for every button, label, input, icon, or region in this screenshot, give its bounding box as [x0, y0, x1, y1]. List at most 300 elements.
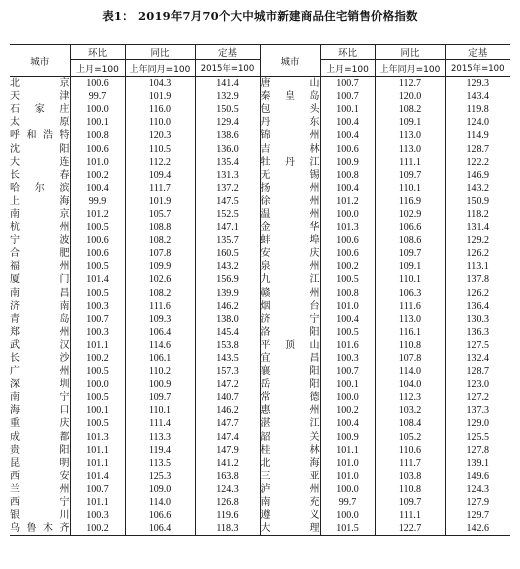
table-row	[10, 470, 510, 483]
left-fixed-value: 129.4	[195, 116, 260, 129]
left-city-name: 杭州	[10, 222, 70, 234]
left-city-name: 宁波	[10, 235, 70, 247]
right-mom-value: 100.1	[320, 103, 375, 116]
right-yoy-value: 111.1	[375, 156, 445, 169]
left-yoy-value: 109.4	[125, 169, 195, 182]
right-fixed-value: 123.0	[466, 379, 489, 391]
table-row	[10, 234, 510, 247]
left-city-name: 北京	[10, 78, 70, 90]
table-row	[10, 444, 510, 457]
right-fixed-value: 119.8	[466, 104, 489, 116]
left-fixed-value: 137.2	[195, 182, 260, 195]
right-yoy-value: 114.0	[375, 365, 445, 378]
left-fixed-value: 156.9	[195, 273, 260, 286]
header-city-left: 城市	[10, 45, 70, 77]
right-city-name: 烟台	[260, 300, 320, 312]
right-mom-value: 100.8	[320, 169, 375, 182]
left-fixed-value: 131.3	[195, 169, 260, 182]
right-mom-value: 100.9	[320, 431, 375, 444]
right-city-name: 唐山	[260, 78, 320, 90]
left-city-name: 银川	[10, 510, 70, 522]
right-city-name: 南充	[260, 497, 320, 509]
right-fixed-value: 127.5	[466, 339, 489, 351]
left-yoy-value: 108.8	[125, 221, 195, 234]
left-mom-value: 100.4	[70, 182, 125, 195]
right-mom-value: 100.9	[320, 156, 375, 169]
left-city-name: 长沙	[10, 353, 70, 365]
left-city-name: 重庆	[10, 418, 70, 430]
left-mom-value: 100.3	[70, 326, 125, 339]
right-mom-value: 100.0	[320, 483, 375, 496]
right-city-name: 桂林	[260, 444, 320, 456]
right-yoy-value: 106.6	[375, 221, 445, 234]
left-fixed-value: 141.2	[195, 457, 260, 470]
right-city-name: 包头	[260, 104, 320, 116]
right-yoy-value: 113.0	[375, 313, 445, 326]
left-city-name: 哈尔滨	[10, 182, 70, 194]
left-fixed-value: 119.6	[195, 509, 260, 522]
right-city-name: 岳阳	[260, 379, 320, 391]
right-yoy-value: 107.8	[375, 352, 445, 365]
right-mom-value: 100.4	[320, 182, 375, 195]
left-city-name: 兰州	[10, 483, 70, 495]
header-mom-left: 环比	[70, 45, 125, 60]
table-row	[10, 247, 510, 260]
left-fixed-value: 147.4	[195, 431, 260, 444]
right-fixed-value: 118.2	[466, 208, 489, 220]
right-city-name: 徐州	[260, 195, 320, 207]
right-mom-value: 100.4	[320, 313, 375, 326]
right-fixed-value: 127.8	[466, 444, 489, 456]
left-fixed-value: 152.5	[195, 208, 260, 221]
table-row	[10, 378, 510, 391]
right-city-name: 三亚	[260, 470, 320, 482]
table-row	[10, 129, 510, 142]
left-city-name: 青岛	[10, 313, 70, 325]
right-fixed-value: 127.9	[466, 497, 489, 509]
right-city-name: 常德	[260, 392, 320, 404]
right-yoy-value: 110.6	[375, 444, 445, 457]
left-mom-value: 100.5	[70, 260, 125, 273]
right-yoy-value: 110.8	[375, 483, 445, 496]
right-yoy-value: 108.4	[375, 417, 445, 430]
right-fixed-value: 143.2	[466, 182, 489, 194]
left-mom-value: 100.2	[70, 169, 125, 182]
right-fixed-value: 122.2	[466, 156, 489, 168]
right-fixed-value: 125.5	[466, 431, 489, 443]
left-mom-value: 101.0	[70, 156, 125, 169]
left-yoy-value: 109.7	[125, 391, 195, 404]
right-mom-value: 100.5	[320, 273, 375, 286]
right-mom-value: 101.0	[320, 457, 375, 470]
table-row	[10, 156, 510, 169]
right-fixed-value: 150.9	[466, 195, 489, 207]
left-mom-value: 100.0	[70, 378, 125, 391]
right-mom-value: 100.6	[320, 247, 375, 260]
right-mom-value: 100.0	[320, 391, 375, 404]
right-fixed-value: 128.7	[466, 143, 489, 155]
table-row	[10, 142, 510, 155]
right-city-name: 牡丹江	[260, 156, 320, 168]
right-city-name: 泉州	[260, 261, 320, 273]
right-yoy-value: 110.1	[375, 273, 445, 286]
left-mom-value: 100.5	[70, 417, 125, 430]
left-yoy-value: 112.2	[125, 156, 195, 169]
right-fixed-value: 124.3	[466, 483, 489, 495]
left-city-name: 天津	[10, 91, 70, 103]
left-mom-value: 101.4	[70, 273, 125, 286]
right-fixed-value: 128.7	[466, 366, 489, 378]
right-mom-value: 99.7	[320, 496, 375, 509]
left-mom-value: 101.1	[70, 444, 125, 457]
right-mom-value: 100.7	[320, 77, 375, 91]
right-fixed-value: 131.4	[466, 222, 489, 234]
right-mom-value: 100.8	[320, 287, 375, 300]
right-city-name: 洛阳	[260, 326, 320, 338]
right-yoy-value: 111.6	[375, 300, 445, 313]
left-city-name: 郑州	[10, 326, 70, 338]
right-city-name: 金华	[260, 222, 320, 234]
left-yoy-value: 106.4	[125, 326, 195, 339]
left-city-name: 乌鲁木齐	[10, 523, 70, 535]
right-fixed-value: 129.3	[466, 78, 489, 90]
left-city-name: 呼和浩特	[10, 130, 70, 142]
table-row	[10, 483, 510, 496]
table-row	[10, 195, 510, 208]
right-yoy-value: 112.7	[375, 77, 445, 91]
right-fixed-value: 136.3	[466, 326, 489, 338]
right-mom-value: 100.2	[320, 260, 375, 273]
left-yoy-value: 106.4	[125, 522, 195, 536]
right-yoy-value: 110.8	[375, 339, 445, 352]
right-mom-value: 101.0	[320, 300, 375, 313]
left-city-name: 昆明	[10, 457, 70, 469]
table-row	[10, 221, 510, 234]
left-mom-value: 101.1	[70, 339, 125, 352]
table-row	[10, 208, 510, 221]
right-mom-value: 101.3	[320, 221, 375, 234]
right-fixed-value: 143.4	[466, 91, 489, 103]
header-mom-sub-left: 上月=100	[70, 60, 125, 77]
left-mom-value: 100.6	[70, 234, 125, 247]
right-mom-value: 100.0	[320, 208, 375, 221]
right-fixed-value: 124.0	[466, 117, 489, 129]
left-mom-value: 101.1	[70, 496, 125, 509]
left-yoy-value: 111.4	[125, 417, 195, 430]
table-row	[10, 365, 510, 378]
right-city-name: 蚌埠	[260, 235, 320, 247]
header-city-right: 城市	[260, 45, 320, 77]
right-mom-value: 100.7	[320, 90, 375, 103]
table-row	[10, 313, 510, 326]
right-yoy-value: 116.9	[375, 195, 445, 208]
table-row	[10, 90, 510, 103]
right-mom-value: 101.6	[320, 339, 375, 352]
table-row	[10, 273, 510, 286]
header-yoy-right: 同比	[375, 45, 445, 60]
left-fixed-value: 136.0	[195, 142, 260, 155]
left-yoy-value: 119.4	[125, 444, 195, 457]
left-mom-value: 100.7	[70, 483, 125, 496]
right-mom-value: 100.6	[320, 142, 375, 155]
left-fixed-value: 147.2	[195, 378, 260, 391]
left-mom-value: 100.1	[70, 116, 125, 129]
left-fixed-value: 150.5	[195, 103, 260, 116]
left-fixed-value: 124.3	[195, 483, 260, 496]
right-mom-value: 101.2	[320, 195, 375, 208]
left-fixed-value: 160.5	[195, 247, 260, 260]
left-yoy-value: 110.5	[125, 142, 195, 155]
left-city-name: 上海	[10, 195, 70, 207]
left-fixed-value: 146.2	[195, 300, 260, 313]
header-yoy-sub-right: 上年同月=100	[375, 60, 445, 77]
right-mom-value: 101.0	[320, 470, 375, 483]
table-row	[10, 326, 510, 339]
left-fixed-value: 141.4	[195, 77, 260, 91]
right-yoy-value: 109.7	[375, 169, 445, 182]
table-row	[10, 182, 510, 195]
right-city-name: 平顶山	[260, 339, 320, 351]
left-city-name: 贵阳	[10, 444, 70, 456]
right-city-name: 韶关	[260, 431, 320, 443]
table-row	[10, 522, 510, 536]
right-fixed-value: 136.4	[466, 300, 489, 312]
right-fixed-value: 142.6	[466, 523, 489, 535]
table-row	[10, 404, 510, 417]
header-fixed-sub-left: 2015年=100	[195, 60, 260, 77]
right-mom-value: 100.3	[320, 352, 375, 365]
left-yoy-value: 114.6	[125, 339, 195, 352]
right-yoy-value: 120.0	[375, 90, 445, 103]
left-fixed-value: 147.5	[195, 195, 260, 208]
right-city-name: 湛江	[260, 418, 320, 430]
table-row	[10, 339, 510, 352]
left-yoy-value: 125.3	[125, 470, 195, 483]
right-fixed-value: 126.2	[466, 287, 489, 299]
left-mom-value: 100.5	[70, 365, 125, 378]
right-fixed-value: 114.9	[466, 130, 489, 142]
left-yoy-value: 110.2	[125, 365, 195, 378]
left-fixed-value: 147.1	[195, 221, 260, 234]
right-city-name: 北海	[260, 457, 320, 469]
right-city-name: 安庆	[260, 248, 320, 260]
left-mom-value: 100.5	[70, 221, 125, 234]
right-city-name: 宜昌	[260, 353, 320, 365]
left-mom-value: 100.0	[70, 103, 125, 116]
right-yoy-value: 103.2	[375, 404, 445, 417]
right-yoy-value: 105.2	[375, 431, 445, 444]
price-index-table	[10, 44, 510, 536]
left-fixed-value: 126.8	[195, 496, 260, 509]
left-yoy-value: 111.7	[125, 182, 195, 195]
left-mom-value: 100.5	[70, 391, 125, 404]
left-mom-value: 99.9	[70, 195, 125, 208]
left-yoy-value: 110.1	[125, 404, 195, 417]
header-yoy-sub-left: 上年同月=100	[125, 60, 195, 77]
left-city-name: 石家庄	[10, 104, 70, 116]
left-city-name: 厦门	[10, 274, 70, 286]
right-mom-value: 100.4	[320, 116, 375, 129]
right-city-name: 无锡	[260, 169, 320, 181]
left-yoy-value: 106.6	[125, 509, 195, 522]
left-fixed-value: 140.7	[195, 391, 260, 404]
right-fixed-value: 132.4	[466, 353, 489, 365]
right-fixed-value: 127.2	[466, 392, 489, 404]
left-fixed-value: 132.9	[195, 90, 260, 103]
table-row	[10, 260, 510, 273]
left-yoy-value: 111.6	[125, 300, 195, 313]
left-yoy-value: 109.3	[125, 313, 195, 326]
left-fixed-value: 146.2	[195, 404, 260, 417]
left-yoy-value: 108.2	[125, 234, 195, 247]
right-city-name: 大理	[260, 523, 320, 535]
right-city-name: 济宁	[260, 313, 320, 325]
left-fixed-value: 138.6	[195, 129, 260, 142]
left-city-name: 长春	[10, 169, 70, 181]
table-row	[10, 431, 510, 444]
left-yoy-value: 114.0	[125, 496, 195, 509]
left-fixed-value: 118.3	[195, 522, 260, 536]
left-city-name: 西安	[10, 470, 70, 482]
right-mom-value: 100.1	[320, 378, 375, 391]
right-yoy-value: 111.7	[375, 457, 445, 470]
right-fixed-value: 146.9	[466, 169, 489, 181]
left-yoy-value: 107.8	[125, 247, 195, 260]
left-city-name: 南京	[10, 208, 70, 220]
right-city-name: 锦州	[260, 130, 320, 142]
right-yoy-value: 116.1	[375, 326, 445, 339]
left-fixed-value: 135.4	[195, 156, 260, 169]
right-fixed-value: 137.3	[466, 405, 489, 417]
table-row	[10, 496, 510, 509]
left-city-name: 福州	[10, 261, 70, 273]
right-fixed-value: 129.0	[466, 418, 489, 430]
left-city-name: 沈阳	[10, 143, 70, 155]
left-city-name: 广州	[10, 366, 70, 378]
right-yoy-value: 113.0	[375, 129, 445, 142]
left-mom-value: 101.1	[70, 457, 125, 470]
right-yoy-value: 109.7	[375, 247, 445, 260]
left-yoy-value: 105.7	[125, 208, 195, 221]
header-fixed-right: 定基	[445, 45, 510, 60]
left-mom-value: 100.2	[70, 522, 125, 536]
left-city-name: 海口	[10, 405, 70, 417]
header-mom-right: 环比	[320, 45, 375, 60]
table-row	[10, 352, 510, 365]
table-row	[10, 417, 510, 430]
right-mom-value: 100.5	[320, 326, 375, 339]
left-yoy-value: 108.2	[125, 287, 195, 300]
right-yoy-value: 108.2	[375, 103, 445, 116]
right-mom-value: 100.4	[320, 129, 375, 142]
left-yoy-value: 109.9	[125, 260, 195, 273]
left-yoy-value: 113.5	[125, 457, 195, 470]
left-city-name: 太原	[10, 117, 70, 129]
right-fixed-value: 126.2	[466, 248, 489, 260]
left-fixed-value: 138.0	[195, 313, 260, 326]
table-body	[10, 77, 510, 536]
left-mom-value: 100.3	[70, 509, 125, 522]
left-fixed-value: 147.9	[195, 444, 260, 457]
left-yoy-value: 101.9	[125, 195, 195, 208]
right-city-name: 遵义	[260, 510, 320, 522]
table-row	[10, 457, 510, 470]
left-yoy-value: 113.3	[125, 431, 195, 444]
table-row	[10, 509, 510, 522]
right-yoy-value: 111.1	[375, 509, 445, 522]
right-yoy-value: 112.3	[375, 391, 445, 404]
left-mom-value: 100.1	[70, 404, 125, 417]
right-city-name: 吉林	[260, 143, 320, 155]
table-row	[10, 103, 510, 116]
right-city-name: 温州	[260, 208, 320, 220]
left-yoy-value: 116.0	[125, 103, 195, 116]
right-mom-value: 100.4	[320, 417, 375, 430]
left-mom-value: 100.6	[70, 142, 125, 155]
right-fixed-value: 139.1	[466, 457, 489, 469]
left-yoy-value: 102.6	[125, 273, 195, 286]
table-row	[10, 116, 510, 129]
left-city-name: 西宁	[10, 497, 70, 509]
right-yoy-value: 110.1	[375, 182, 445, 195]
right-yoy-value: 109.7	[375, 496, 445, 509]
left-fixed-value: 147.7	[195, 417, 260, 430]
table-row	[10, 169, 510, 182]
left-yoy-value: 110.0	[125, 116, 195, 129]
header-fixed-left: 定基	[195, 45, 260, 60]
left-fixed-value: 143.2	[195, 260, 260, 273]
left-fixed-value: 139.9	[195, 287, 260, 300]
left-mom-value: 100.6	[70, 247, 125, 260]
left-city-name: 大连	[10, 156, 70, 168]
right-fixed-value: 129.2	[466, 235, 489, 247]
left-yoy-value: 100.9	[125, 378, 195, 391]
left-fixed-value: 153.8	[195, 339, 260, 352]
left-fixed-value: 143.5	[195, 352, 260, 365]
left-yoy-value: 104.3	[125, 77, 195, 91]
left-fixed-value: 135.7	[195, 234, 260, 247]
right-city-name: 扬州	[260, 182, 320, 194]
table-row	[10, 300, 510, 313]
right-fixed-value: 149.6	[466, 470, 489, 482]
right-yoy-value: 122.7	[375, 522, 445, 536]
left-yoy-value: 109.0	[125, 483, 195, 496]
right-mom-value: 100.7	[320, 365, 375, 378]
left-yoy-value: 106.1	[125, 352, 195, 365]
left-yoy-value: 120.3	[125, 129, 195, 142]
left-fixed-value: 145.4	[195, 326, 260, 339]
right-mom-value: 100.6	[320, 234, 375, 247]
right-yoy-value: 103.8	[375, 470, 445, 483]
left-mom-value: 100.3	[70, 300, 125, 313]
right-mom-value: 101.1	[320, 444, 375, 457]
right-mom-value: 101.5	[320, 522, 375, 536]
left-mom-value: 100.2	[70, 352, 125, 365]
header-fixed-sub-right: 2015年=100	[445, 60, 510, 77]
right-city-name: 赣州	[260, 287, 320, 299]
header-mom-sub-right: 上月=100	[320, 60, 375, 77]
left-mom-value: 100.8	[70, 129, 125, 142]
table-row	[10, 77, 510, 91]
right-mom-value: 100.0	[320, 509, 375, 522]
left-city-name: 成都	[10, 431, 70, 443]
left-city-name: 深圳	[10, 379, 70, 391]
right-city-name: 秦皇岛	[260, 91, 320, 103]
table-row	[10, 391, 510, 404]
right-yoy-value: 109.1	[375, 116, 445, 129]
left-mom-value: 99.7	[70, 90, 125, 103]
right-city-name: 泸州	[260, 483, 320, 495]
